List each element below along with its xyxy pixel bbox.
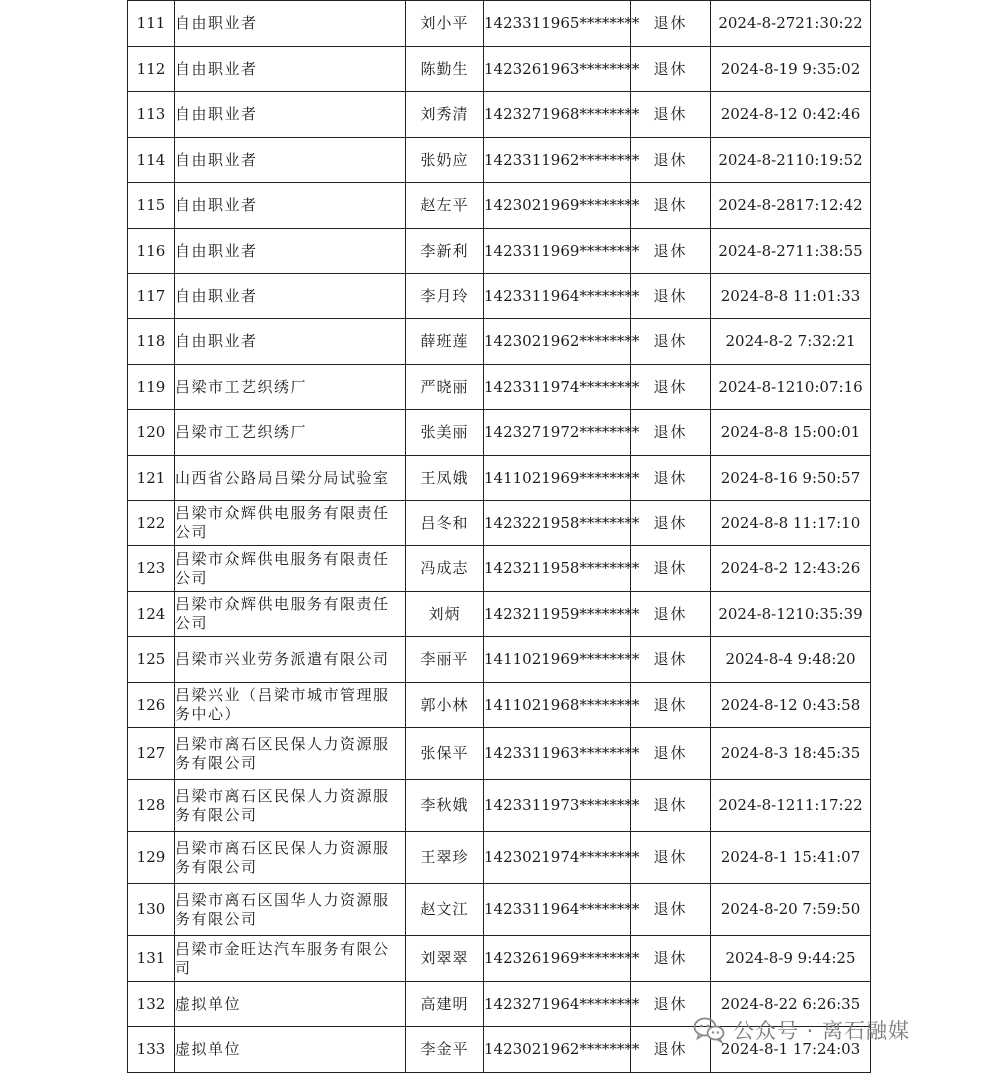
id-number-cell: 1423021974******** (484, 832, 631, 884)
timestamp-cell: 2024-8-3 18:45:35 (711, 728, 871, 780)
timestamp-cell: 2024-8-1210:35:39 (711, 592, 871, 637)
table-row (128, 274, 871, 319)
timestamp-cell: 2024-8-4 9:48:20 (711, 637, 871, 683)
id-number-cell: 1423211958******** (484, 546, 631, 592)
row-number: 125 (128, 637, 175, 683)
employer-cell: 自由职业者 (175, 1, 406, 47)
timestamp-cell: 2024-8-2 7:32:21 (711, 319, 871, 365)
status-cell: 退休 (631, 592, 711, 637)
row-number: 128 (128, 780, 175, 832)
id-number-cell: 1423311963******** (484, 728, 631, 780)
id-number-cell: 1423021969******** (484, 183, 631, 229)
id-number-cell: 1423311965******** (484, 1, 631, 47)
id-number-cell: 1423311964******** (484, 884, 631, 936)
id-number-cell: 1423271968******** (484, 92, 631, 138)
employer-cell: 吕梁市金旺达汽车服务有限公司 (175, 936, 406, 982)
table-row (128, 832, 871, 884)
id-number-cell: 1423271972******** (484, 410, 631, 456)
timestamp-cell: 2024-8-12 0:43:58 (711, 683, 871, 728)
employer-cell: 自由职业者 (175, 47, 406, 92)
id-number-cell: 1423261969******** (484, 936, 631, 982)
status-cell: 退休 (631, 501, 711, 546)
employer-cell: 自由职业者 (175, 138, 406, 183)
name-cell: 李月玲 (406, 274, 484, 319)
id-number-cell: 1411021969******** (484, 456, 631, 501)
id-number-cell: 1423021962******** (484, 1027, 631, 1073)
status-cell: 退休 (631, 183, 711, 229)
timestamp-cell: 2024-8-1210:07:16 (711, 365, 871, 410)
timestamp-cell: 2024-8-8 11:17:10 (711, 501, 871, 546)
employer-cell: 吕梁市离石区民保人力资源服务有限公司 (175, 780, 406, 832)
table-row (128, 546, 871, 592)
status-cell: 退休 (631, 365, 711, 410)
row-number: 115 (128, 183, 175, 229)
employer-cell: 吕梁市离石区民保人力资源服务有限公司 (175, 832, 406, 884)
name-cell: 冯成志 (406, 546, 484, 592)
table-row (128, 1, 871, 47)
status-cell: 退休 (631, 780, 711, 832)
id-number-cell: 1423311969******** (484, 229, 631, 274)
timestamp-cell: 2024-8-9 9:44:25 (711, 936, 871, 982)
id-number-cell: 1423221958******** (484, 501, 631, 546)
timestamp-cell: 2024-8-22 6:26:35 (711, 982, 871, 1027)
employer-cell: 自由职业者 (175, 183, 406, 229)
table-row (128, 884, 871, 936)
employer-cell: 吕梁市工艺织绣厂 (175, 410, 406, 456)
timestamp-cell: 2024-8-8 11:01:33 (711, 274, 871, 319)
row-number: 130 (128, 884, 175, 936)
id-number-cell: 1411021969******** (484, 637, 631, 683)
name-cell: 李金平 (406, 1027, 484, 1073)
status-cell: 退休 (631, 1, 711, 47)
timestamp-cell: 2024-8-2711:38:55 (711, 229, 871, 274)
name-cell: 吕冬和 (406, 501, 484, 546)
row-number: 117 (128, 274, 175, 319)
employer-cell: 自由职业者 (175, 92, 406, 138)
employer-cell: 自由职业者 (175, 319, 406, 365)
timestamp-cell: 2024-8-2 12:43:26 (711, 546, 871, 592)
employer-cell: 虚拟单位 (175, 982, 406, 1027)
employer-cell: 吕梁市众辉供电服务有限责任公司 (175, 546, 406, 592)
table-row (128, 728, 871, 780)
row-number: 123 (128, 546, 175, 592)
timestamp-cell: 2024-8-1211:17:22 (711, 780, 871, 832)
id-number-cell: 1423211959******** (484, 592, 631, 637)
name-cell: 薛班莲 (406, 319, 484, 365)
name-cell: 李新利 (406, 229, 484, 274)
employer-cell: 吕梁兴业（吕梁市城市管理服务中心） (175, 683, 406, 728)
wechat-bubble-icon (693, 1016, 725, 1044)
id-number-cell: 1423311964******** (484, 274, 631, 319)
timestamp-cell: 2024-8-12 0:42:46 (711, 92, 871, 138)
status-cell: 退休 (631, 936, 711, 982)
timestamp-cell: 2024-8-1 17:24:03 (711, 1027, 871, 1073)
name-cell: 陈勤生 (406, 47, 484, 92)
row-number: 112 (128, 47, 175, 92)
employer-cell: 虚拟单位 (175, 1027, 406, 1073)
id-number-cell: 1411021968******** (484, 683, 631, 728)
name-cell: 赵文江 (406, 884, 484, 936)
name-cell: 李秋娥 (406, 780, 484, 832)
table-row (128, 92, 871, 138)
timestamp-cell: 2024-8-19 9:35:02 (711, 47, 871, 92)
name-cell: 刘翠翠 (406, 936, 484, 982)
status-cell: 退休 (631, 274, 711, 319)
row-number: 131 (128, 936, 175, 982)
status-cell: 退休 (631, 47, 711, 92)
row-number: 129 (128, 832, 175, 884)
timestamp-cell: 2024-8-1 15:41:07 (711, 832, 871, 884)
employer-cell: 山西省公路局吕梁分局试验室 (175, 456, 406, 501)
id-number-cell: 1423261963******** (484, 47, 631, 92)
name-cell: 张保平 (406, 728, 484, 780)
row-number: 116 (128, 229, 175, 274)
table-row (128, 319, 871, 365)
status-cell: 退休 (631, 683, 711, 728)
status-cell: 退休 (631, 138, 711, 183)
employer-cell: 自由职业者 (175, 274, 406, 319)
retiree-table (127, 0, 871, 1073)
employer-cell: 吕梁市离石区民保人力资源服务有限公司 (175, 728, 406, 780)
name-cell: 高建明 (406, 982, 484, 1027)
name-cell: 赵左平 (406, 183, 484, 229)
status-cell: 退休 (631, 884, 711, 936)
name-cell: 张奶应 (406, 138, 484, 183)
status-cell: 退休 (631, 728, 711, 780)
name-cell: 刘秀清 (406, 92, 484, 138)
row-number: 114 (128, 138, 175, 183)
id-number-cell: 1423311962******** (484, 138, 631, 183)
row-number: 127 (128, 728, 175, 780)
watermark (693, 1012, 910, 1048)
row-number: 132 (128, 982, 175, 1027)
table-row (128, 780, 871, 832)
table-row (128, 936, 871, 982)
status-cell: 退休 (631, 319, 711, 365)
id-number-cell: 1423021962******** (484, 319, 631, 365)
status-cell: 退休 (631, 637, 711, 683)
row-number: 124 (128, 592, 175, 637)
table-row (128, 592, 871, 637)
employer-cell: 自由职业者 (175, 229, 406, 274)
table-row (128, 138, 871, 183)
row-number: 119 (128, 365, 175, 410)
row-number: 118 (128, 319, 175, 365)
timestamp-cell: 2024-8-20 7:59:50 (711, 884, 871, 936)
table-row (128, 683, 871, 728)
status-cell: 退休 (631, 410, 711, 456)
employer-cell: 吕梁市工艺织绣厂 (175, 365, 406, 410)
table-row (128, 410, 871, 456)
table-row (128, 456, 871, 501)
status-cell: 退休 (631, 1027, 711, 1073)
status-cell: 退休 (631, 229, 711, 274)
status-cell: 退休 (631, 832, 711, 884)
row-number: 113 (128, 92, 175, 138)
name-cell: 王翠珍 (406, 832, 484, 884)
status-cell: 退休 (631, 982, 711, 1027)
table-row (128, 183, 871, 229)
id-number-cell: 1423271964******** (484, 982, 631, 1027)
status-cell: 退休 (631, 456, 711, 501)
name-cell: 刘小平 (406, 1, 484, 47)
row-number: 122 (128, 501, 175, 546)
employer-cell: 吕梁市兴业劳务派遣有限公司 (175, 637, 406, 683)
timestamp-cell: 2024-8-2721:30:22 (711, 1, 871, 47)
id-number-cell: 1423311973******** (484, 780, 631, 832)
timestamp-cell: 2024-8-16 9:50:57 (711, 456, 871, 501)
name-cell: 郭小林 (406, 683, 484, 728)
employer-cell: 吕梁市离石区国华人力资源服务有限公司 (175, 884, 406, 936)
id-number-cell: 1423311974******** (484, 365, 631, 410)
employer-cell: 吕梁市众辉供电服务有限责任公司 (175, 501, 406, 546)
row-number: 121 (128, 456, 175, 501)
table-row (128, 365, 871, 410)
timestamp-cell: 2024-8-8 15:00:01 (711, 410, 871, 456)
name-cell: 张美丽 (406, 410, 484, 456)
table-row (128, 229, 871, 274)
table-row (128, 47, 871, 92)
name-cell: 严晓丽 (406, 365, 484, 410)
name-cell: 王凤娥 (406, 456, 484, 501)
row-number: 120 (128, 410, 175, 456)
timestamp-cell: 2024-8-2110:19:52 (711, 138, 871, 183)
status-cell: 退休 (631, 546, 711, 592)
row-number: 126 (128, 683, 175, 728)
table-row (128, 637, 871, 683)
name-cell: 李丽平 (406, 637, 484, 683)
row-number: 133 (128, 1027, 175, 1073)
timestamp-cell: 2024-8-2817:12:42 (711, 183, 871, 229)
watermark-text: 公众号 · 离石融媒 (733, 1019, 911, 1043)
table-row (128, 501, 871, 546)
status-cell: 退休 (631, 92, 711, 138)
row-number: 111 (128, 1, 175, 47)
employer-cell: 吕梁市众辉供电服务有限责任公司 (175, 592, 406, 637)
name-cell: 刘炳 (406, 592, 484, 637)
